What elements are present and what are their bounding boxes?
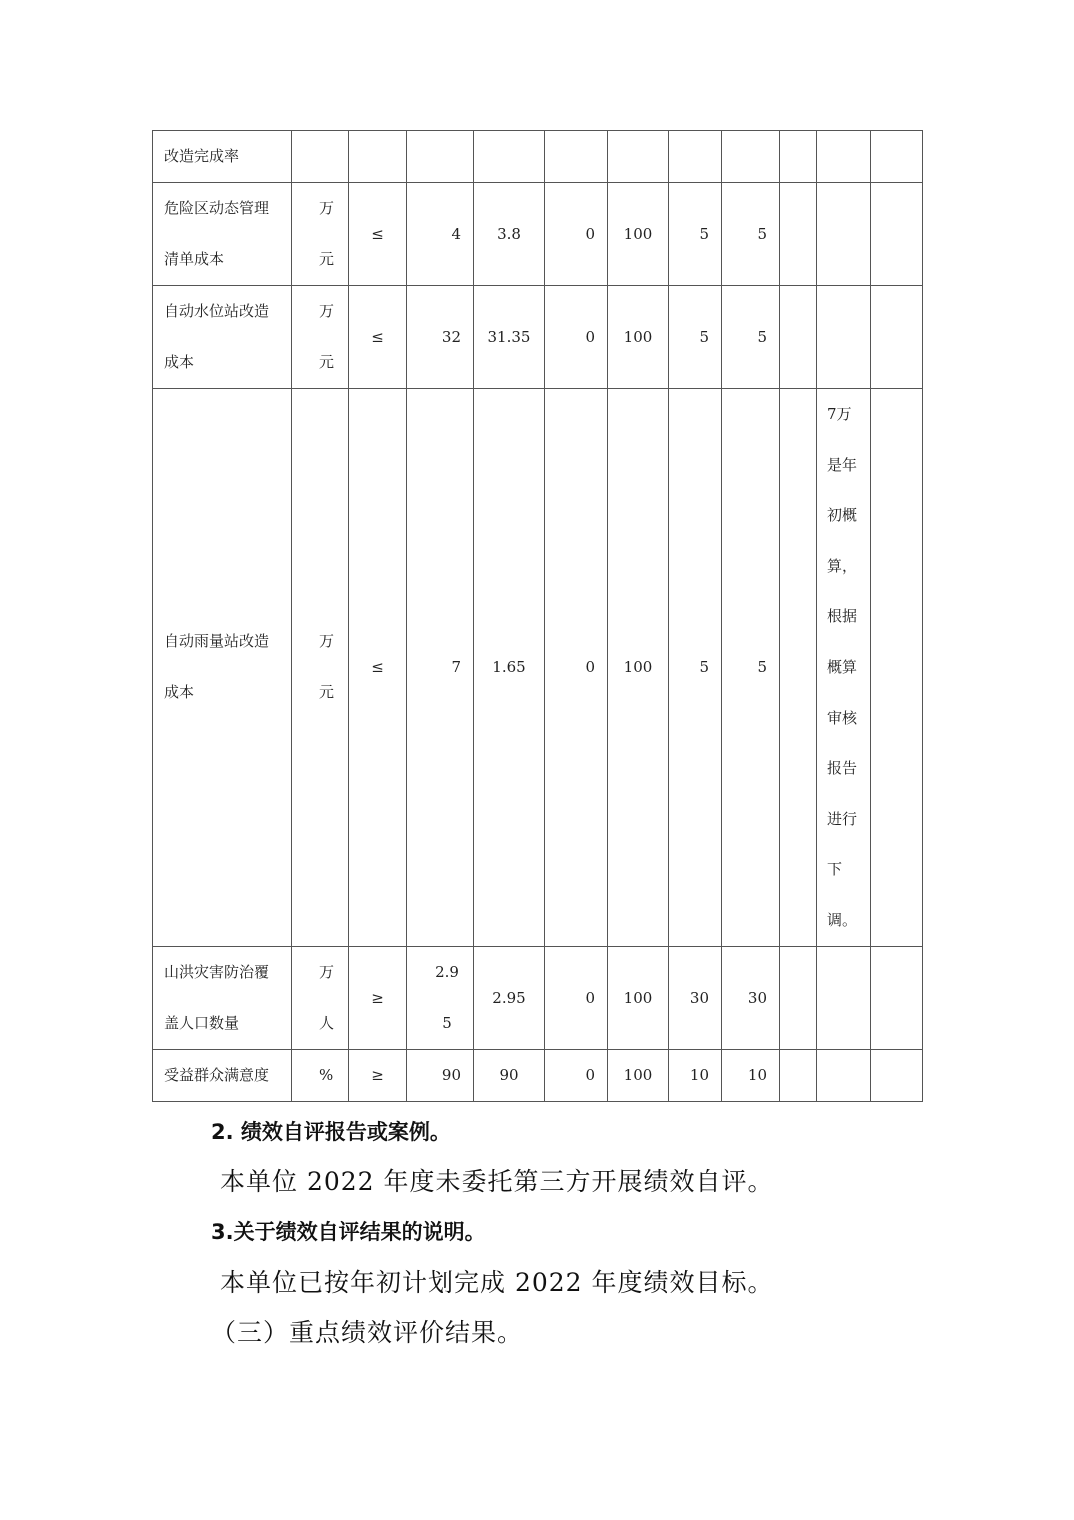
empty-cell <box>780 389 817 947</box>
empty-cell <box>871 131 923 183</box>
empty-cell <box>871 183 923 286</box>
empty-cell <box>871 389 923 947</box>
unit-cell <box>292 131 349 183</box>
empty-cell <box>780 183 817 286</box>
table-row <box>153 286 923 389</box>
score-cell: 5 <box>669 286 722 389</box>
score-cell: 5 <box>722 286 780 389</box>
actual-cell: 3.8 <box>474 183 545 286</box>
deviation-cell <box>545 131 608 183</box>
comparison-cell: ≥ <box>349 946 407 1049</box>
actual-cell: 90 <box>474 1049 545 1101</box>
actual-cell: 2.95 <box>474 946 545 1049</box>
weight-cell: 100 <box>608 1049 669 1101</box>
weight-cell <box>608 131 669 183</box>
score-cell <box>722 131 780 183</box>
table-row <box>153 946 923 1049</box>
empty-cell <box>780 1049 817 1101</box>
unit-cell: 万元 <box>292 286 349 389</box>
score-cell: 30 <box>722 946 780 1049</box>
score-cell <box>669 131 722 183</box>
score-cell: 5 <box>722 389 780 947</box>
section-3-body: 本单位已按年初计划完成 2022 年度绩效目标。 <box>220 1268 774 1297</box>
deviation-cell: 0 <box>545 1049 608 1101</box>
section-2-heading: 2. 绩效自评报告或案例。 <box>211 1120 451 1144</box>
table-row <box>153 131 923 183</box>
comparison-cell: ≤ <box>349 286 407 389</box>
target-cell: 2.95 <box>407 946 474 1049</box>
section-2-body: 本单位 2022 年度未委托第三方开展绩效自评。 <box>220 1167 774 1196</box>
score-cell: 10 <box>669 1049 722 1101</box>
unit-cell: 万元 <box>292 389 349 947</box>
target-cell: 7 <box>407 389 474 947</box>
score-cell: 5 <box>669 183 722 286</box>
comparison-cell <box>349 131 407 183</box>
comparison-cell: ≤ <box>349 183 407 286</box>
empty-cell <box>871 1049 923 1101</box>
indicator-name: 危险区动态管理清单成本 <box>153 183 292 286</box>
note-cell <box>817 131 871 183</box>
score-cell: 5 <box>669 389 722 947</box>
actual-cell: 1.65 <box>474 389 545 947</box>
target-cell: 90 <box>407 1049 474 1101</box>
weight-cell: 100 <box>608 389 669 947</box>
deviation-cell: 0 <box>545 183 608 286</box>
unit-cell: % <box>292 1049 349 1101</box>
deviation-cell: 0 <box>545 389 608 947</box>
note-cell <box>817 946 871 1049</box>
target-cell <box>407 131 474 183</box>
empty-cell <box>871 286 923 389</box>
note-cell <box>817 183 871 286</box>
unit-cell: 万人 <box>292 946 349 1049</box>
section-4-heading: （三）重点绩效评价结果。 <box>211 1318 524 1347</box>
table-row <box>153 1049 923 1101</box>
note-cell <box>817 1049 871 1101</box>
performance-table <box>152 130 923 1102</box>
weight-cell: 100 <box>608 183 669 286</box>
actual-cell <box>474 131 545 183</box>
indicator-name: 受益群众满意度 <box>153 1049 292 1101</box>
actual-cell: 31.35 <box>474 286 545 389</box>
indicator-name: 自动雨量站改造成本 <box>153 389 292 947</box>
deviation-cell: 0 <box>545 946 608 1049</box>
empty-cell <box>780 946 817 1049</box>
score-cell: 5 <box>722 183 780 286</box>
comparison-cell: ≥ <box>349 1049 407 1101</box>
table-row <box>153 183 923 286</box>
target-cell: 4 <box>407 183 474 286</box>
empty-cell <box>780 286 817 389</box>
score-cell: 10 <box>722 1049 780 1101</box>
deviation-cell: 0 <box>545 286 608 389</box>
weight-cell: 100 <box>608 946 669 1049</box>
section-3-heading: 3.关于绩效自评结果的说明。 <box>211 1220 486 1244</box>
note-cell <box>817 286 871 389</box>
score-cell: 30 <box>669 946 722 1049</box>
unit-cell: 万元 <box>292 183 349 286</box>
weight-cell: 100 <box>608 286 669 389</box>
indicator-name: 改造完成率 <box>153 131 292 183</box>
comparison-cell: ≤ <box>349 389 407 947</box>
empty-cell <box>871 946 923 1049</box>
empty-cell <box>780 131 817 183</box>
table-row <box>153 389 923 947</box>
note-cell: 7万是年初概算，根据概算审核报告进行下调。 <box>817 389 871 947</box>
target-cell: 32 <box>407 286 474 389</box>
indicator-name: 山洪灾害防治覆盖人口数量 <box>153 946 292 1049</box>
indicator-name: 自动水位站改造成本 <box>153 286 292 389</box>
